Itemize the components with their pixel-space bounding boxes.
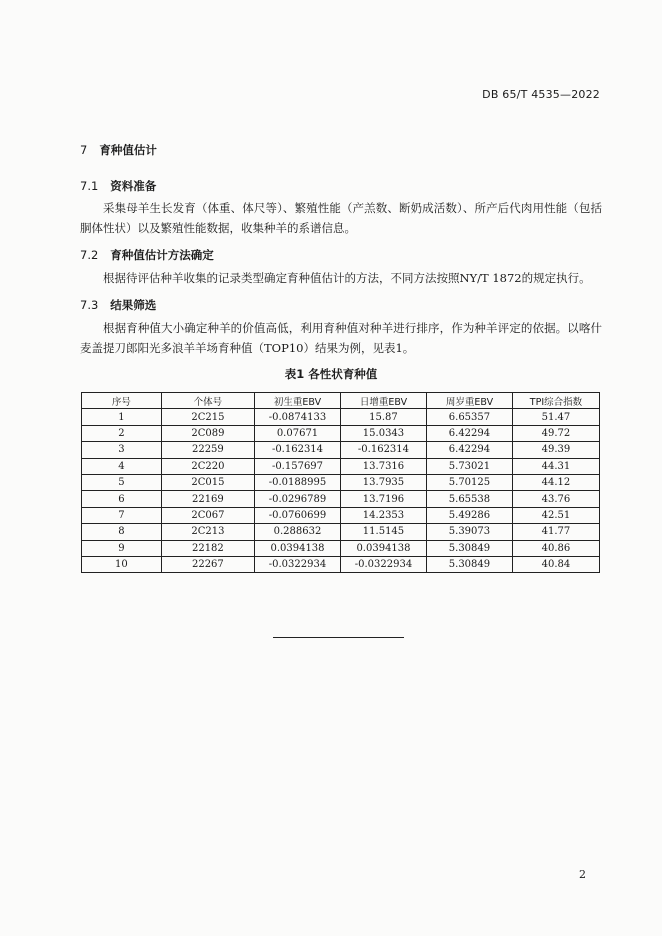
cell-tpi-index: 51.47	[512, 409, 599, 425]
cell-tpi-index: 41.77	[512, 524, 599, 540]
cell-yearling-weight-ebv: 5.30849	[426, 556, 512, 572]
header-index: 序号	[82, 393, 162, 409]
cell-yearling-weight-ebv: 6.65357	[426, 409, 512, 425]
header-yearling-weight-ebv: 周岁重EBV	[426, 393, 512, 409]
cell-tpi-index: 40.86	[512, 540, 599, 556]
cell-daily-gain-ebv: -0.0322934	[340, 556, 426, 572]
table-row	[82, 425, 600, 441]
cell-daily-gain-ebv: 0.0394138	[340, 540, 426, 556]
cell-yearling-weight-ebv: 5.39073	[426, 524, 512, 540]
cell-individual-id: 22169	[161, 491, 254, 507]
cell-individual-id: 22182	[161, 540, 254, 556]
header-tpi-index: TPI综合指数	[512, 393, 599, 409]
cell-index: 9	[82, 540, 162, 556]
cell-individual-id: 22259	[161, 442, 254, 458]
cell-tpi-index: 44.12	[512, 474, 599, 490]
cell-yearling-weight-ebv: 6.42294	[426, 425, 512, 441]
cell-yearling-weight-ebv: 6.42294	[426, 442, 512, 458]
cell-index: 1	[82, 409, 162, 425]
section-7-1-heading	[80, 178, 156, 194]
section-7-1-paragraph: 采集母羊生长发育（体重、体尺等）、繁殖性能（产羔数、断奶成活数）、所产后代肉用性能（包括胴体性状）以及繁殖性能数据，收集种羊的系谱信息。	[80, 201, 602, 235]
cell-birth-weight-ebv: -0.0874133	[255, 409, 341, 425]
cell-individual-id: 2C215	[161, 409, 254, 425]
cell-birth-weight-ebv: -0.0188995	[255, 474, 341, 490]
cell-tpi-index: 44.31	[512, 458, 599, 474]
table-row	[82, 507, 600, 523]
cell-daily-gain-ebv: 15.0343	[340, 425, 426, 441]
cell-daily-gain-ebv: 14.2353	[340, 507, 426, 523]
cell-index: 8	[82, 524, 162, 540]
cell-birth-weight-ebv: 0.288632	[255, 524, 341, 540]
header-individual-id: 个体号	[161, 393, 254, 409]
end-of-document-rule	[273, 637, 404, 638]
cell-individual-id: 2C089	[161, 425, 254, 441]
section-number: 7.1	[80, 179, 99, 193]
section-title: 资料准备	[110, 179, 157, 193]
section-7-3-heading	[80, 297, 156, 313]
section-number: 7.3	[80, 298, 99, 312]
section-title: 育种值估计	[99, 143, 157, 157]
cell-tpi-index: 49.72	[512, 425, 599, 441]
cell-index: 5	[82, 474, 162, 490]
table-header-row	[82, 393, 600, 409]
table-row	[82, 474, 600, 490]
cell-daily-gain-ebv: 15.87	[340, 409, 426, 425]
table-row	[82, 491, 600, 507]
standard-code: DB 65/T 4535—2022	[482, 88, 600, 101]
cell-index: 4	[82, 458, 162, 474]
cell-daily-gain-ebv: 13.7196	[340, 491, 426, 507]
cell-birth-weight-ebv: -0.0322934	[255, 556, 341, 572]
section-title: 结果筛选	[110, 298, 157, 312]
section-7-3-paragraph: 根据育种值大小确定种羊的价值高低，利用育种值对种羊进行排序，作为种羊评定的依据。以喀什麦盖提刀郎阳光多浪羊羊场育种值（TOP10）结果为例，见表1。	[80, 321, 602, 355]
table-row	[82, 556, 600, 572]
section-title: 育种值估计方法确定	[110, 248, 214, 262]
cell-daily-gain-ebv: 13.7935	[340, 474, 426, 490]
cell-yearling-weight-ebv: 5.70125	[426, 474, 512, 490]
cell-yearling-weight-ebv: 5.49286	[426, 507, 512, 523]
cell-tpi-index: 42.51	[512, 507, 599, 523]
cell-individual-id: 2C213	[161, 524, 254, 540]
cell-index: 2	[82, 425, 162, 441]
cell-yearling-weight-ebv: 5.65538	[426, 491, 512, 507]
table-row	[82, 458, 600, 474]
ebv-table	[81, 392, 600, 573]
cell-birth-weight-ebv: -0.0296789	[255, 491, 341, 507]
table-row	[82, 442, 600, 458]
cell-individual-id: 2C015	[161, 474, 254, 490]
cell-individual-id: 2C220	[161, 458, 254, 474]
cell-index: 6	[82, 491, 162, 507]
page-number: 2	[579, 868, 586, 881]
cell-yearling-weight-ebv: 5.73021	[426, 458, 512, 474]
cell-tpi-index: 40.84	[512, 556, 599, 572]
cell-tpi-index: 43.76	[512, 491, 599, 507]
cell-tpi-index: 49.39	[512, 442, 599, 458]
table-title: 表1 各性状育种值	[284, 367, 378, 381]
section-7-heading	[80, 142, 157, 158]
cell-individual-id: 2C067	[161, 507, 254, 523]
cell-birth-weight-ebv: -0.162314	[255, 442, 341, 458]
cell-daily-gain-ebv: 13.7316	[340, 458, 426, 474]
section-7-2-heading	[80, 247, 214, 263]
cell-birth-weight-ebv: 0.0394138	[255, 540, 341, 556]
table-row	[82, 409, 600, 425]
table-row	[82, 524, 600, 540]
cell-index: 3	[82, 442, 162, 458]
section-7-2-paragraph: 根据待评估种羊收集的记录类型确定育种值估计的方法，不同方法按照NY/T 1872的规定执行。	[103, 271, 591, 285]
cell-daily-gain-ebv: 11.5145	[340, 524, 426, 540]
cell-index: 7	[82, 507, 162, 523]
cell-yearling-weight-ebv: 5.30849	[426, 540, 512, 556]
cell-birth-weight-ebv: 0.07671	[255, 425, 341, 441]
cell-birth-weight-ebv: -0.157697	[255, 458, 341, 474]
section-number: 7	[80, 143, 88, 157]
cell-birth-weight-ebv: -0.0760699	[255, 507, 341, 523]
header-daily-gain-ebv: 日增重EBV	[340, 393, 426, 409]
section-number: 7.2	[80, 248, 99, 262]
header-birth-weight-ebv: 初生重EBV	[255, 393, 341, 409]
cell-individual-id: 22267	[161, 556, 254, 572]
cell-daily-gain-ebv: -0.162314	[340, 442, 426, 458]
table-row	[82, 540, 600, 556]
cell-index: 10	[82, 556, 162, 572]
